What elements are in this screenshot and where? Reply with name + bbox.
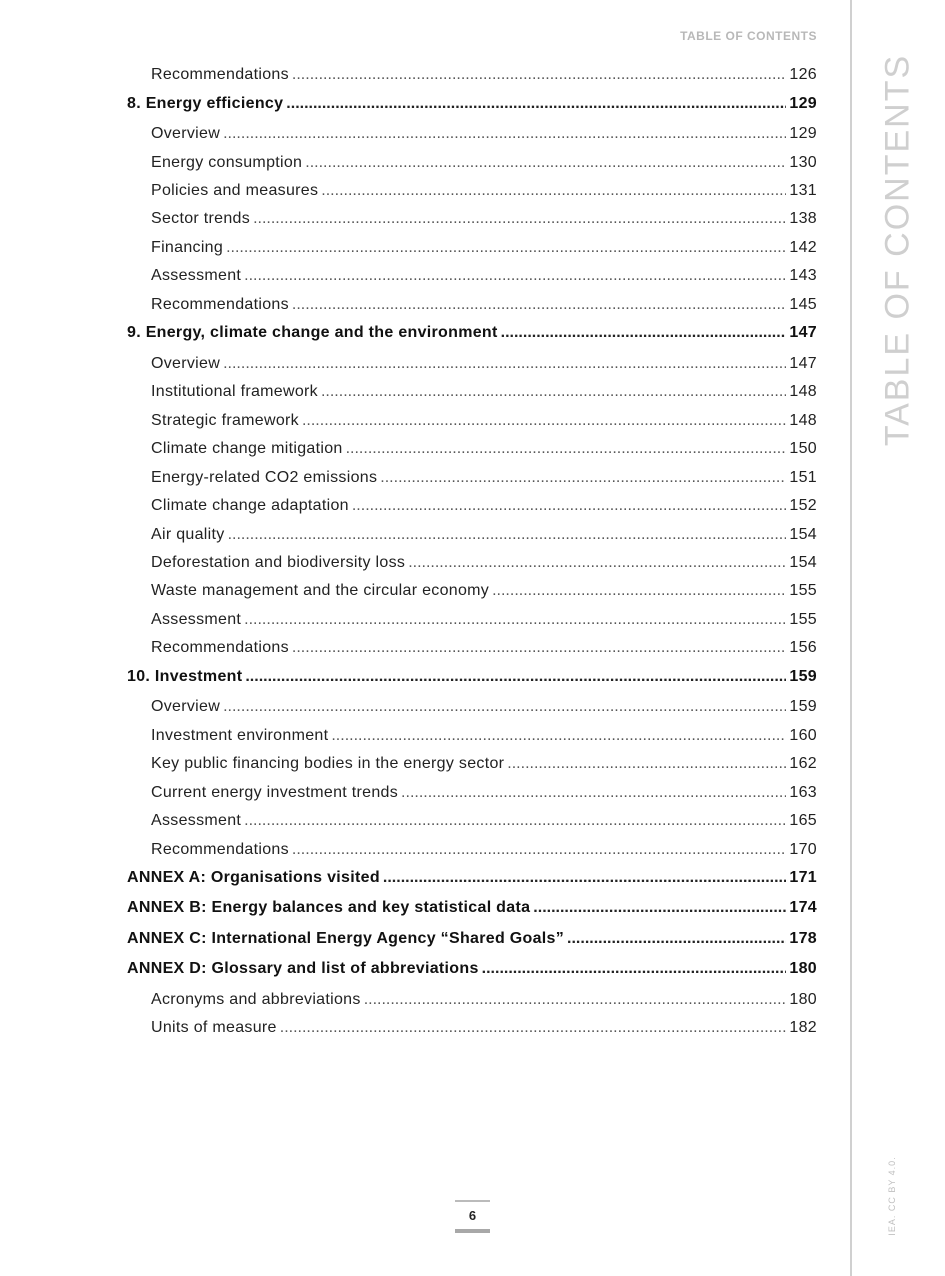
toc-section-entry[interactable]	[151, 355, 817, 373]
page-number-rule-bottom	[455, 1229, 490, 1233]
toc-entry-title: ANNEX B: Energy balances and key statistical data	[127, 899, 531, 916]
toc-chapter-entry[interactable]	[127, 324, 817, 342]
dot-leader	[364, 991, 787, 1009]
dot-leader	[383, 869, 786, 887]
toc-section-entry[interactable]	[151, 154, 817, 172]
toc-section-entry[interactable]	[151, 412, 817, 430]
toc-entry-title: Deforestation and biodiversity loss	[151, 554, 406, 571]
toc-entry-title: ANNEX D: Glossary and list of abbreviations	[127, 960, 479, 977]
toc-entry-title: Climate change adaptation	[151, 497, 349, 514]
toc-entry-page: 165	[789, 812, 817, 829]
toc-chapter-entry[interactable]	[127, 930, 817, 948]
toc-entry-page: 155	[789, 582, 817, 599]
toc-entry-page: 147	[789, 324, 817, 341]
toc-section-entry[interactable]	[151, 526, 817, 544]
toc-entry-page: 160	[789, 727, 817, 744]
toc-entry-title: Key public financing bodies in the energy sector	[151, 755, 505, 772]
license-note: IEA. CC BY 4.0.	[887, 1156, 897, 1236]
toc-entry-page: 154	[789, 526, 817, 543]
running-header: TABLE OF CONTENTS	[680, 29, 817, 43]
dot-leader	[228, 526, 787, 544]
toc-entry-page: 142	[789, 239, 817, 256]
toc-entry-title: Financing	[151, 239, 224, 256]
toc-entry-page: 159	[789, 698, 817, 715]
toc-entry-title: 8. Energy efficiency	[127, 95, 284, 112]
dot-leader	[223, 125, 786, 143]
toc-entry-title: Institutional framework	[151, 383, 318, 400]
dot-leader	[292, 841, 786, 859]
toc-entry-title: 10. Investment	[127, 668, 243, 685]
toc-entry-page: 129	[789, 95, 817, 112]
toc-section-entry[interactable]	[151, 784, 817, 802]
page-number: 6	[468, 1208, 477, 1223]
toc-entry-title: Assessment	[151, 812, 242, 829]
toc-entry-title: Policies and measures	[151, 182, 319, 199]
toc-section-entry[interactable]	[151, 1019, 817, 1037]
toc-entry-title: Energy-related CO2 emissions	[151, 469, 378, 486]
toc-entry-page: 130	[789, 154, 817, 171]
toc-section-entry[interactable]	[151, 554, 817, 572]
toc-entry-title: ANNEX C: International Energy Agency “Shared Goals”	[127, 930, 565, 947]
toc-chapter-entry[interactable]	[127, 95, 817, 113]
dot-leader	[292, 66, 786, 84]
toc-section-entry[interactable]	[151, 239, 817, 257]
dot-leader	[280, 1019, 787, 1037]
toc-chapter-entry[interactable]	[127, 869, 817, 887]
dot-leader	[346, 440, 787, 458]
dot-leader	[253, 210, 786, 228]
dot-leader	[533, 899, 786, 917]
toc-entry-page: 171	[789, 869, 817, 886]
toc-section-entry[interactable]	[151, 727, 817, 745]
dot-leader	[226, 239, 786, 257]
toc-entry-title: Units of measure	[151, 1019, 277, 1036]
toc-entry-page: 138	[789, 210, 817, 227]
toc-entry-title: Current energy investment trends	[151, 784, 399, 801]
toc-entry-title: Energy consumption	[151, 154, 303, 171]
dot-leader	[244, 267, 786, 285]
toc-entry-page: 148	[789, 383, 817, 400]
toc-entry-title: Strategic framework	[151, 412, 299, 429]
dot-leader	[321, 182, 786, 200]
toc-entry-page: 174	[789, 899, 817, 916]
toc-section-entry[interactable]	[151, 469, 817, 487]
dot-leader	[321, 383, 786, 401]
toc-entry-page: 143	[789, 267, 817, 284]
toc-section-entry[interactable]	[151, 440, 817, 458]
toc-entry-page: 162	[789, 755, 817, 772]
dot-leader	[482, 960, 787, 978]
toc-entry-title: Acronyms and abbreviations	[151, 991, 361, 1008]
toc-entry-page: 148	[789, 412, 817, 429]
toc-entry-title: ANNEX A: Organisations visited	[127, 869, 380, 886]
toc-entry-page: 180	[789, 960, 817, 977]
dot-leader	[245, 668, 786, 686]
dot-leader	[507, 755, 786, 773]
toc-entry-title: Overview	[151, 698, 221, 715]
dot-leader	[292, 639, 786, 657]
toc-entry-title: Assessment	[151, 611, 242, 628]
dot-leader	[302, 412, 786, 430]
toc-entry-title: Assessment	[151, 267, 242, 284]
page-number-rule-top	[455, 1200, 490, 1202]
dot-leader	[401, 784, 786, 802]
toc-section-entry[interactable]	[151, 698, 817, 716]
toc-section-entry[interactable]	[151, 267, 817, 285]
dot-leader	[244, 812, 786, 830]
toc-entry-title: Climate change mitigation	[151, 440, 343, 457]
toc-entry-title: Recommendations	[151, 841, 289, 858]
toc-entry-title: Investment environment	[151, 727, 329, 744]
dot-leader	[223, 698, 786, 716]
dot-leader	[223, 355, 786, 373]
dot-leader	[567, 930, 786, 948]
toc-chapter-entry[interactable]	[127, 668, 817, 686]
toc-section-entry[interactable]	[151, 383, 817, 401]
toc-entry-page: 156	[789, 639, 817, 656]
toc-section-entry[interactable]	[151, 497, 817, 515]
dot-leader	[501, 324, 787, 342]
toc-chapter-entry[interactable]	[127, 899, 817, 917]
toc-entry-page: 145	[789, 296, 817, 313]
toc-section-entry[interactable]	[151, 296, 817, 314]
dot-leader	[492, 582, 786, 600]
toc-entry-page: 178	[789, 930, 817, 947]
toc-entry-page: 150	[789, 440, 817, 457]
toc-entry-page: 129	[789, 125, 817, 142]
toc-entry-title: Overview	[151, 355, 221, 372]
toc-entry-page: 163	[789, 784, 817, 801]
toc-entry-page: 170	[789, 841, 817, 858]
toc-section-entry[interactable]	[151, 611, 817, 629]
side-section-title: TABLE OF CONTENTS	[878, 53, 917, 447]
toc-entry-page: 151	[789, 469, 817, 486]
toc-section-entry[interactable]	[151, 991, 817, 1009]
toc-entry-title: Recommendations	[151, 639, 289, 656]
dot-leader	[331, 727, 786, 745]
toc-entry-page: 155	[789, 611, 817, 628]
toc-entry-page: 180	[789, 991, 817, 1008]
dot-leader	[380, 469, 786, 487]
toc-entry-title: Overview	[151, 125, 221, 142]
toc-entry-title: Recommendations	[151, 296, 289, 313]
toc-entry-title: Waste management and the circular economy	[151, 582, 490, 599]
toc-section-entry[interactable]	[151, 582, 817, 600]
toc-section-entry[interactable]	[151, 66, 817, 84]
dot-leader	[408, 554, 786, 572]
toc-section-entry[interactable]	[151, 755, 817, 773]
toc-section-entry[interactable]	[151, 125, 817, 143]
toc-entry-page: 182	[789, 1019, 817, 1036]
dot-leader	[286, 95, 786, 113]
toc-entry-title: Air quality	[151, 526, 225, 543]
dot-leader	[305, 154, 786, 172]
toc-entry-page: 159	[789, 668, 817, 685]
toc-section-entry[interactable]	[151, 182, 817, 200]
toc-entry-page: 154	[789, 554, 817, 571]
toc-entry-page: 152	[789, 497, 817, 514]
toc-section-entry[interactable]	[151, 841, 817, 859]
dot-leader	[352, 497, 787, 515]
dot-leader	[292, 296, 786, 314]
toc-entry-title: 9. Energy, climate change and the environment	[127, 324, 498, 341]
toc-section-entry[interactable]	[151, 210, 817, 228]
toc-entry-page: 131	[789, 182, 817, 199]
toc-entry-page: 147	[789, 355, 817, 372]
toc-entry-title: Recommendations	[151, 66, 289, 83]
toc-section-entry[interactable]	[151, 812, 817, 830]
dot-leader	[244, 611, 786, 629]
toc-entry-page: 126	[789, 66, 817, 83]
toc-section-entry[interactable]	[151, 639, 817, 657]
toc-entry-title: Sector trends	[151, 210, 251, 227]
toc-chapter-entry[interactable]	[127, 960, 817, 978]
